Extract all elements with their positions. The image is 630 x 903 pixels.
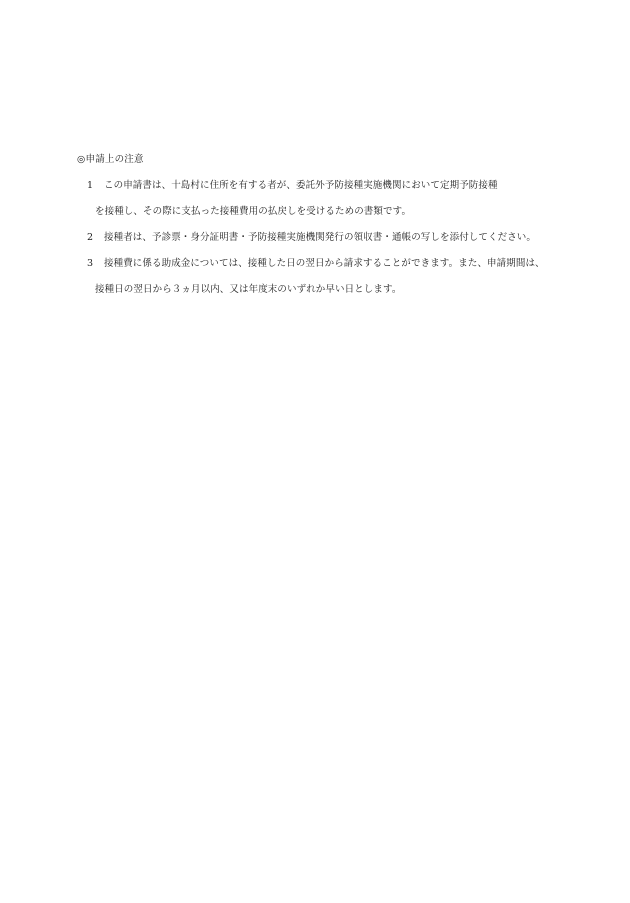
note-item-3-first-line (77, 257, 597, 271)
application-notes-section (77, 153, 597, 297)
note-number: 3 (87, 258, 94, 269)
notes-heading: ◎申請上の注意 (77, 154, 144, 165)
note-text: 接種費に係る助成金については、接種した日の翌日から請求することができます。また、申請期間は、 (104, 258, 545, 269)
note-text: 接種者は、予診票・身分証明書・予防接種実施機関発行の領収書・通帳の写しを添付してください。 (104, 232, 537, 243)
note-item-3 (77, 257, 597, 297)
note-item-2 (77, 231, 597, 245)
note-item-1-first-line (77, 179, 597, 193)
note-number: 2 (87, 232, 94, 243)
note-item-1 (77, 179, 597, 219)
note-text-continued: 接種日の翌日から３ヵ月以内、又は年度末のいずれか早い日とします。 (95, 284, 402, 295)
note-item-2-first-line (77, 231, 597, 245)
note-number: 1 (87, 180, 94, 191)
note-text-continued: を接種し、その際に支払った接種費用の払戻しを受けるための書類です。 (95, 206, 412, 217)
note-text: この申請書は、十島村に住所を有する者が、委託外予防接種実施機関において定期予防接種 (104, 180, 498, 191)
